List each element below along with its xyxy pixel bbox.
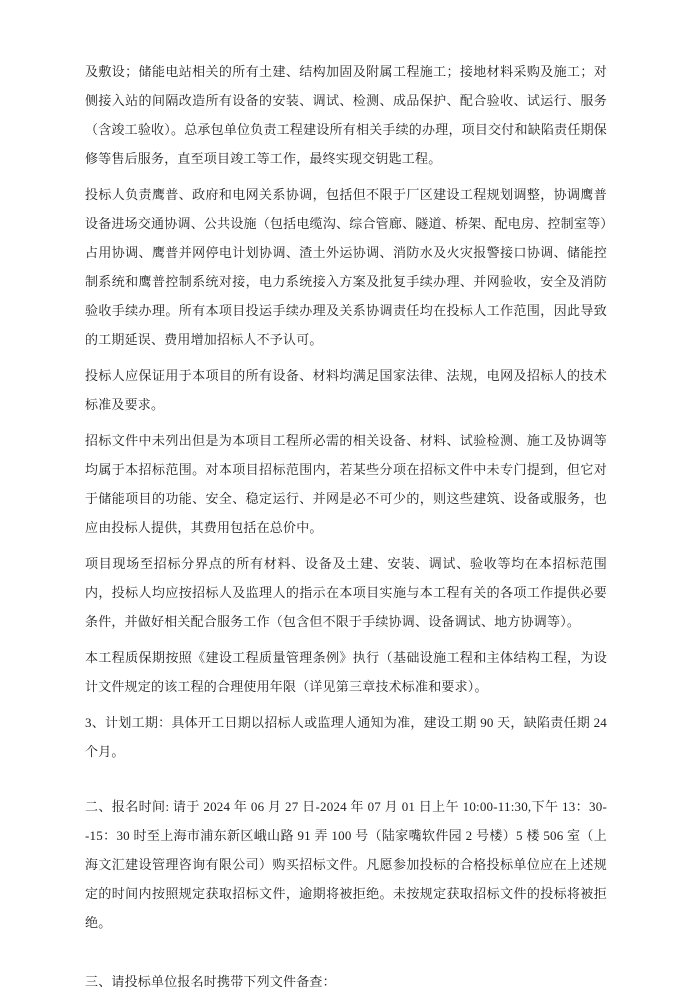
paragraph-unlisted-items-scope: 招标文件中未列出但是为本项目工程所必需的相关设备、材料、试验检测、施工及协调等均属于本招标范围。对本项目招标范围内，若某些分项在招标文件中未专门提到，但它对于储能项目的功能、安全、稳定运行、并网是必不可少的，则这些建筑、设备或服务，也应由投标人提供，其费用包括在总价中。: [85, 433, 607, 535]
paragraph-equipment-compliance: 投标人应保证用于本项目的所有设备、材料均满足国家法律、法规，电网及招标人的技术标准及要求。: [85, 368, 607, 412]
paragraph-site-to-boundary-scope: 项目现场至招标分界点的所有材料、设备及土建、安装、调试、验收等均在本招标范围内，投标人均应按招标人及监理人的指示在本项目实施与本工程有关的各项工作提供必要条件，并做好相关配合服务工作（包含但不限于手续协调、设备调试、地方协调等）。: [85, 556, 607, 629]
paragraph-coordination-responsibilities: 投标人负责鹰普、政府和电网关系协调，包括但不限于厂区建设工程规划调整，协调鹰普设备进场交通协调、公共设施（包括电缆沟、综合管廊、隧道、桥架、配电房、控制室等）占用协调、鹰普并网停电计划协调、渣土外运协调、消防水及火灾报警接口协调、储能控制系统和鹰普控制系统对接，电力系统接入方案及批复手续办理、并网验收，安全及消防验收手续办理。所有本项目投运手续办理及关系协调责任均在投标人工作范围，因此导致的工期延误、费用增加招标人不予认可。: [85, 187, 607, 347]
paragraph-planned-schedule: 3、计划工期：具体开工日期以招标人或监理人通知为准，建设工期 90 天，缺陷责任期 24 个月。: [85, 715, 607, 759]
paragraph-registration-time: 二、报名时间: 请于 2024 年 06 月 27 日-2024 年 07 月 01 日上午 10:00-11:30,下午 13：30--15：30 时至上海市浦东新区峨山路 91 弄 100 号（陆家嘴软件园 2 号楼）5 楼 506 室（上海文汇建设管理咨询有限公司）购买招标文件。凡愿参加投标的合格投标单位应在上述规定的时间内按照规定获取招标文件，逾期将被拒绝。未按规定获取招标文件的投标将被拒绝。: [85, 799, 607, 930]
document-body: [85, 57, 607, 1003]
paragraph-warranty-period: 本工程质保期按照《建设工程质量管理条例》执行（基础设施工程和主体结构工程，为设计文件规定的该工程的合理使用年限（详见第三章技术标准和要求）。: [85, 650, 607, 694]
paragraph-documents-checklist-heading: 三、请投标单位报名时携带下列文件备查：: [85, 974, 336, 989]
paragraph-scope-continuation: 及敷设；储能电站相关的所有土建、结构加固及附属工程施工；接地材料采购及施工；对侧接入站的间隔改造所有设备的安装、调试、检测、成品保护、配合验收、试运行、服务（含竣工验收）。总承包单位负责工程建设所有相关手续的办理，项目交付和缺陷责任期保修等售后服务，直至项目竣工等工作，最终实现交钥匙工程。: [85, 64, 607, 166]
